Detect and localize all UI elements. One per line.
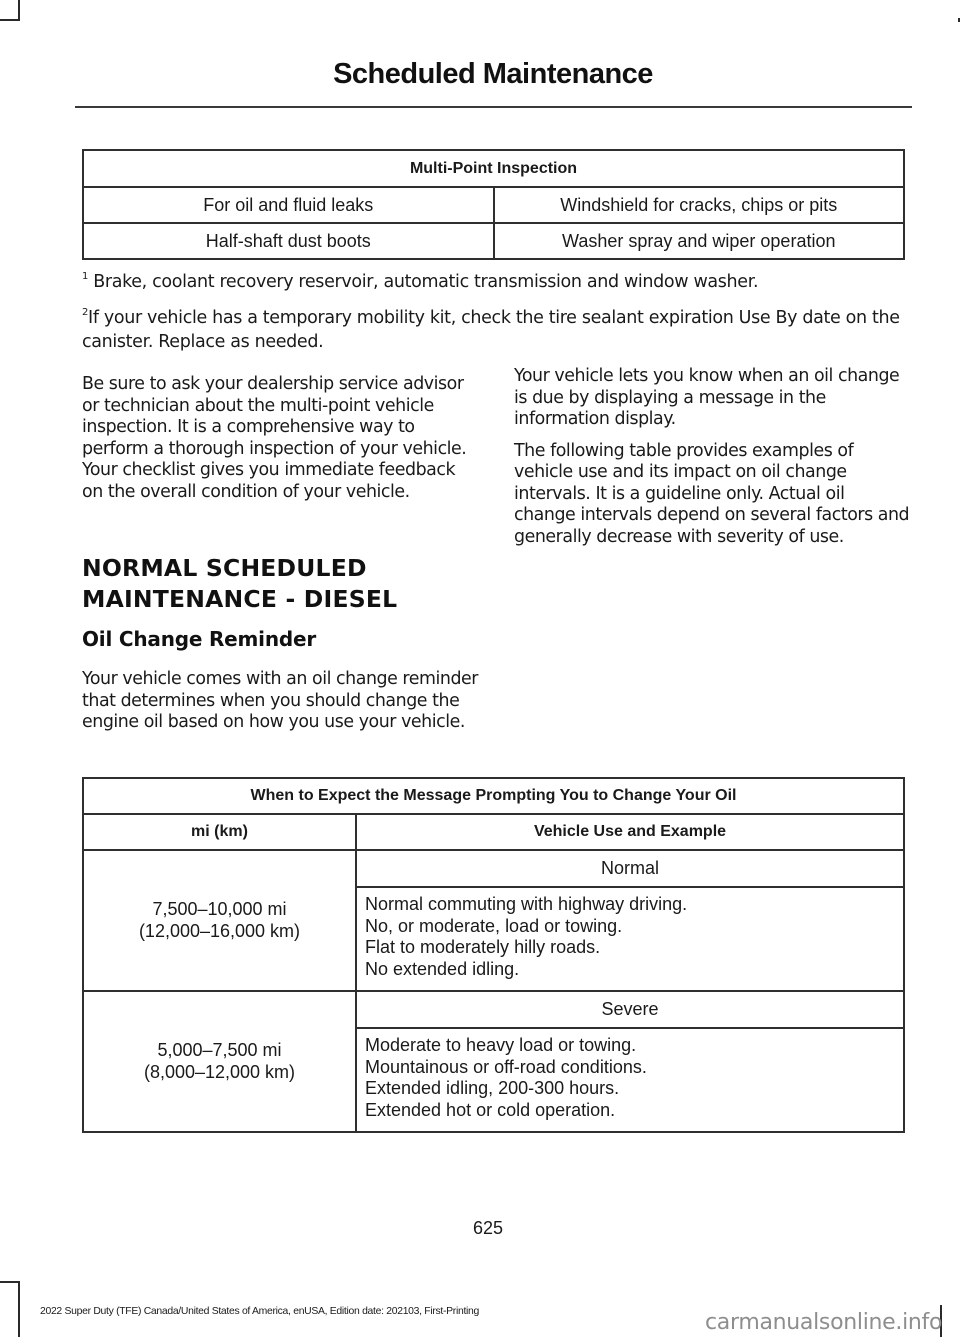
page-title: Scheduled Maintenance <box>333 58 653 90</box>
distance-mi: 5,000–7,500 mi <box>157 1040 282 1061</box>
footnote-marker: 2 <box>82 307 89 318</box>
example-item: Extended hot or cold operation. <box>365 1099 616 1120</box>
edition-footer: 2022 Super Duty (TFE) Canada/United States of America, enUSA, Edition date: 202103, First-Printing <box>40 1306 479 1317</box>
section-heading-line-1: NORMAL SCHEDULED <box>82 554 367 582</box>
table-row-severe <box>83 991 904 1028</box>
watermark-link[interactable]: carmanualsonline.info <box>705 1310 943 1335</box>
example-item: Moderate to heavy load or towing. <box>365 1034 637 1055</box>
message-paragraph: Your vehicle lets you know when an oil change is due by displaying a message in the information display. <box>514 366 900 429</box>
table-row <box>83 187 904 223</box>
footnote-text: Brake, coolant recovery reservoir, automatic transmission and window washer. <box>88 272 759 292</box>
examples-cell <box>356 1028 904 1132</box>
oil-change-interval-table <box>82 777 905 1133</box>
column-header-vehicle-use: Vehicle Use and Example <box>356 814 904 850</box>
table-title: When to Expect the Message Prompting You to Change Your Oil <box>83 778 904 814</box>
page-number: 625 <box>472 1218 504 1238</box>
table-cell: For oil and fluid leaks <box>83 187 494 223</box>
example-item: Mountainous or off-road conditions. <box>365 1056 647 1077</box>
right-column <box>514 366 910 558</box>
footnote-marker: 1 <box>82 271 89 282</box>
column-header-distance: mi (km) <box>83 814 356 850</box>
example-item: No, or moderate, load or towing. <box>365 915 623 936</box>
severity-label: Severe <box>356 991 904 1028</box>
table-row <box>83 223 904 259</box>
header-divider <box>75 106 912 108</box>
table-cell: Washer spray and wiper operation <box>494 223 905 259</box>
severity-label: Normal <box>356 850 904 887</box>
multi-point-inspection-table <box>82 149 905 260</box>
table-row-normal <box>83 850 904 887</box>
crop-mark-bottom-left <box>0 1281 20 1337</box>
distance-cell <box>83 850 356 991</box>
distance-cell <box>83 991 356 1132</box>
distance-km: (8,000–12,000 km) <box>143 1062 296 1083</box>
example-item: Extended idling, 200-300 hours. <box>365 1078 620 1099</box>
oil-reminder-paragraph: Your vehicle comes with an oil change reminder that determines when you should change the engine oil based on how you use your vehicle. <box>82 669 478 732</box>
table-cell: Half-shaft dust boots <box>83 223 494 259</box>
table-title: Multi-Point Inspection <box>83 150 904 187</box>
table-title-row <box>83 778 904 814</box>
footnote-text: If your vehicle has a temporary mobility kit, check the tire sealant expiration Use By date on the canister. Replace as needed. <box>82 308 900 352</box>
table-title-row <box>83 150 904 187</box>
section-heading <box>82 553 397 615</box>
example-item: Normal commuting with highway driving. <box>365 894 688 914</box>
example-item: Flat to moderately hilly roads. <box>365 937 601 958</box>
distance-mi: 7,500–10,000 mi <box>152 899 287 920</box>
footnote-2 <box>82 301 908 354</box>
inspection-paragraph: Be sure to ask your dealership service advisor or technician about the multi-point vehicle inspection. It is a comprehensive way to perform a thorough inspection of your vehicle. Your checklist gives you immediate feedback on the overall condition of your vehicle. <box>82 374 467 502</box>
subsection-heading: Oil Change Reminder <box>82 627 317 651</box>
section-heading-line-2: MAINTENANCE - DIESEL <box>82 585 398 613</box>
example-item: No extended idling. <box>365 959 520 980</box>
table-header-row <box>83 814 904 850</box>
distance-km: (12,000–16,000 km) <box>138 921 301 942</box>
left-column <box>82 374 478 513</box>
page-header <box>0 58 960 91</box>
footnote-1 <box>82 265 908 294</box>
crop-mark-top-left <box>0 0 20 21</box>
examples-cell <box>356 887 904 991</box>
table-cell: Windshield for cracks, chips or pits <box>494 187 905 223</box>
table-intro-paragraph: The following table provides examples of vehicle use and its impact on oil change intervals. It is a guideline only. Actual oil change intervals depend on several factors and generally decrease with severity of use. <box>514 440 910 547</box>
